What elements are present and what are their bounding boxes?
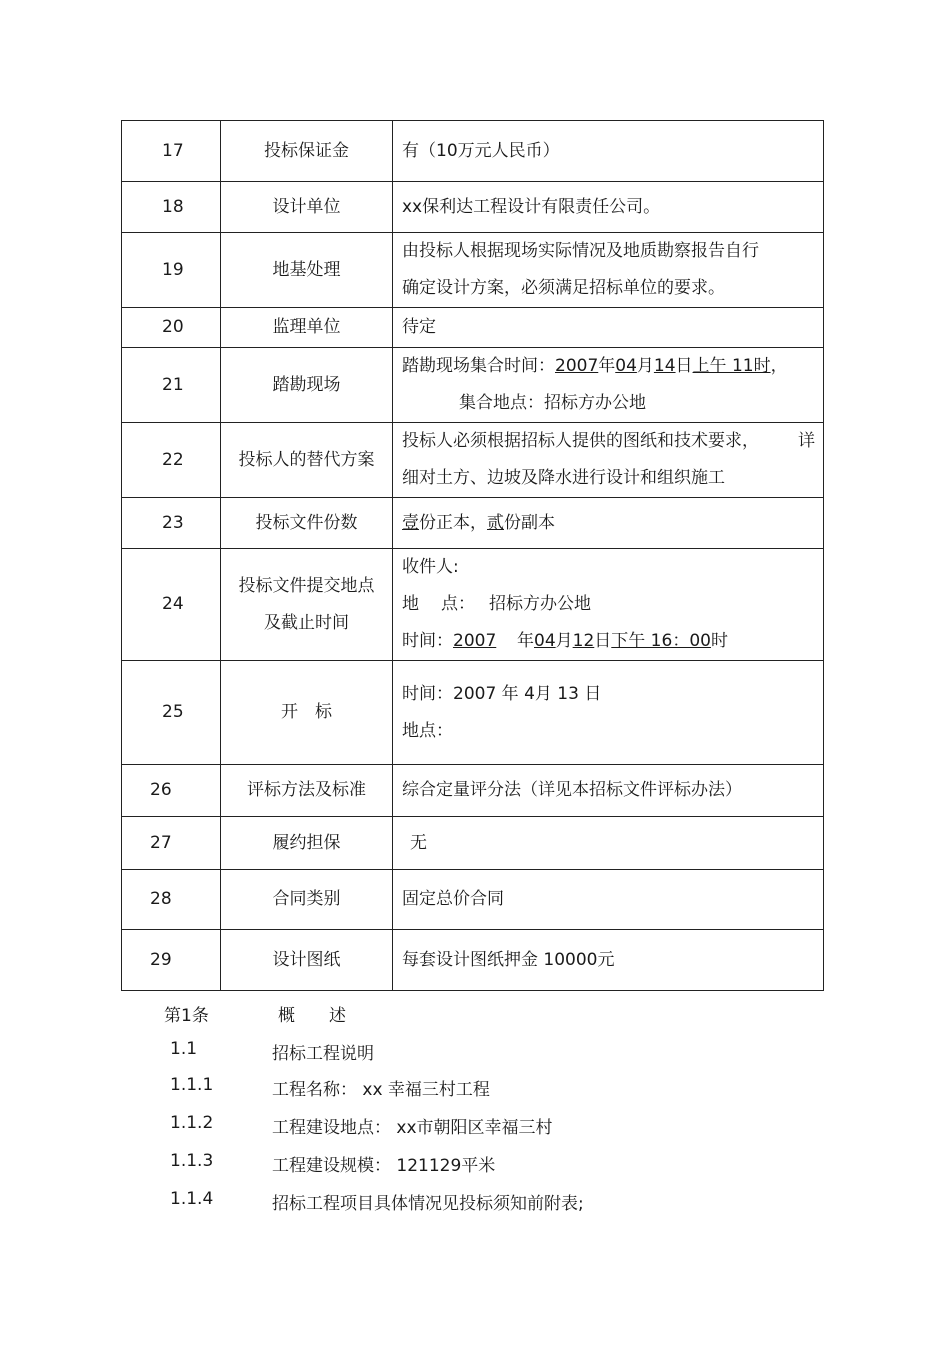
day-value: 14 [653, 356, 676, 376]
row-item: 合同类别 [221, 870, 393, 930]
table-row [122, 121, 824, 182]
row-content-line: 投标人必须根据招标人提供的图纸和技术要求， 详 [402, 431, 815, 451]
row-number: 28 [150, 889, 172, 909]
row-content: 壹份正本，贰份副本 [393, 498, 824, 549]
article-heading-title: 概 述 [278, 1006, 346, 1026]
row-content-line: 确定设计方案，必须满足招标单位的要求。 [402, 278, 725, 298]
table-row [122, 765, 824, 817]
row-item: 投标保证金 [221, 121, 393, 182]
table-row [122, 817, 824, 870]
table-row [122, 870, 824, 930]
clause-number: 1.1.1 [170, 1075, 214, 1095]
table-row [122, 549, 824, 661]
opening-place-line: 地点： [402, 720, 453, 741]
row-item: 踏勘现场 [221, 348, 393, 423]
article-heading-number: 第1条 [164, 1006, 209, 1026]
time-value: 上午 11时 [692, 356, 771, 376]
row-item: 投标人的替代方案 [221, 423, 393, 498]
deadline-line: 时间：2007 年04月12日下午 16：00时 [402, 623, 823, 660]
month-value: 04 [615, 356, 637, 376]
row-number: 18 [162, 196, 184, 217]
row-number: 17 [162, 140, 184, 161]
row-item: 投标文件份数 [221, 498, 393, 549]
row-item: 监理单位 [221, 308, 393, 348]
row-item: 评标方法及标准 [221, 765, 393, 817]
row-content: 无 [393, 817, 824, 870]
clause-text: 招标工程项目具体情况见投标须知前附表; [272, 1194, 584, 1214]
table-row [122, 498, 824, 549]
row-number: 19 [162, 259, 184, 280]
place-line: 地 点： 招标方办公地 [402, 594, 591, 614]
row-content: 固定总价合同 [393, 870, 824, 930]
row-content: 综合定量评分法（详见本招标文件评标办法） [393, 765, 824, 817]
year-value: 2007 [453, 631, 497, 651]
row-number: 25 [162, 702, 184, 722]
row-item: 投标文件提交地点 [238, 575, 375, 596]
table-row [122, 182, 824, 233]
row-number: 21 [162, 374, 184, 395]
row-number: 22 [162, 449, 184, 470]
year-value: 2007 [555, 356, 599, 376]
clause-number: 1.1 [170, 1039, 198, 1059]
row-item: 履约担保 [221, 817, 393, 870]
row-content: 每套设计图纸押金 10000元 [393, 930, 824, 991]
clause-text: 工程建设地点： xx市朝阳区幸福三村 [272, 1118, 553, 1138]
clause-text: 工程建设规模： 121129平米 [272, 1156, 496, 1176]
row-item: 设计图纸 [221, 930, 393, 991]
row-number: 24 [162, 594, 184, 614]
site-visit-place-line: 集合地点：招标方办公地 [459, 393, 646, 413]
row-number: 29 [150, 949, 172, 970]
row-content: xx保利达工程设计有限责任公司。 [393, 182, 824, 233]
time-value: 下午 16：00 [611, 631, 711, 651]
recipient-line: 收件人: [402, 557, 459, 577]
table-row [122, 661, 824, 765]
row-content: 有（10万元人民币） [393, 121, 824, 182]
row-number: 23 [162, 512, 184, 533]
table-row [122, 308, 824, 348]
row-item: 设计单位 [221, 182, 393, 233]
day-value: 12 [572, 631, 595, 651]
row-item: 地基处理 [221, 233, 393, 308]
row-number: 27 [150, 832, 172, 853]
clause-number: 1.1.2 [170, 1113, 214, 1133]
row-item: 及截止时间 [264, 612, 349, 633]
clause-text: 招标工程说明 [272, 1044, 374, 1064]
month-value: 04 [534, 631, 556, 651]
row-number: 26 [150, 780, 172, 800]
table-row [122, 348, 824, 423]
site-visit-time-line: 踏勘现场集合时间：2007年04月14日上午 11时， [402, 356, 788, 376]
clause-number: 1.1.3 [170, 1151, 214, 1171]
clause-number: 1.1.4 [170, 1189, 214, 1209]
row-number: 20 [162, 317, 184, 337]
table-row [122, 233, 824, 308]
row-item: 开 标 [221, 661, 393, 765]
table-row [122, 423, 824, 498]
clause-text: 工程名称： xx 幸福三村工程 [272, 1080, 490, 1100]
row-content: 待定 [393, 308, 824, 348]
row-content-line: 由投标人根据现场实际情况及地质勘察报告自行 [402, 241, 759, 261]
table-row [122, 930, 824, 991]
opening-time-line: 时间：2007 年 4月 13 日 [402, 683, 602, 704]
tender-info-table [121, 120, 824, 991]
row-content-line: 细对土方、边坡及降水进行设计和组织施工 [402, 468, 725, 488]
